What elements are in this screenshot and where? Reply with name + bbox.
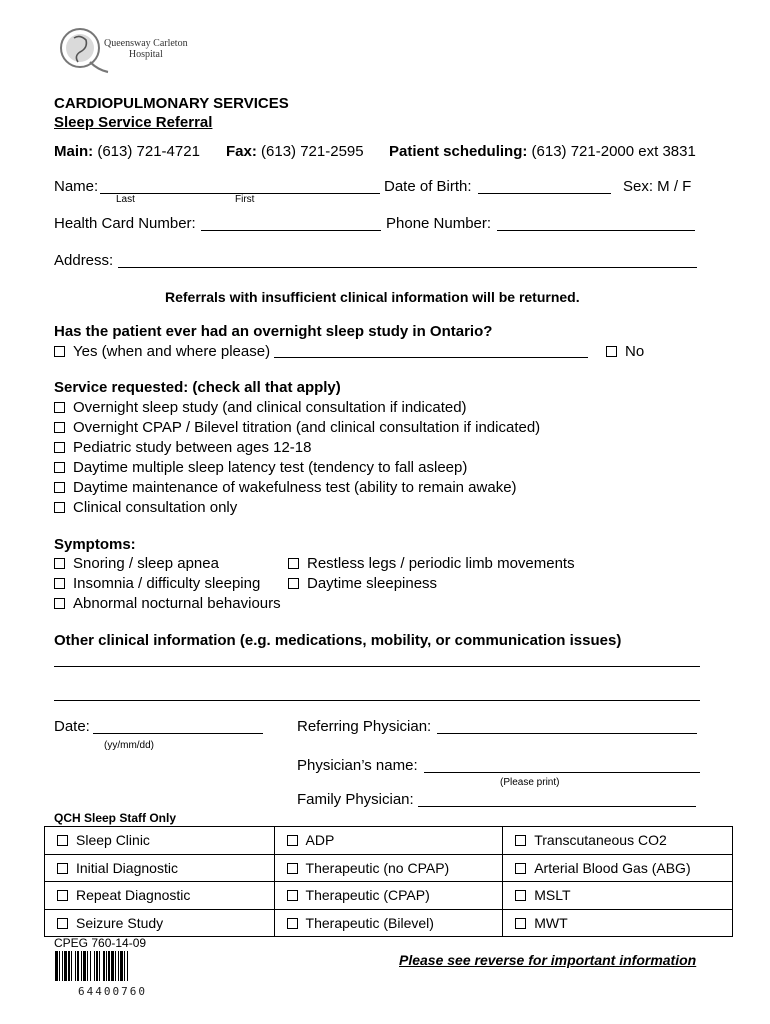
barcode-bar [62,951,63,981]
physician-name-field[interactable] [424,772,700,773]
staff-option-label: Sleep Clinic [76,832,150,849]
date-field[interactable] [93,733,263,734]
checkbox[interactable] [288,578,299,589]
staff-option-label: Repeat Diagnostic [76,887,191,904]
sex-field[interactable]: Sex: M / F [623,178,692,195]
symptom-option[interactable] [54,574,281,594]
form-code: CPEG 760-14-09 [54,936,147,950]
checkbox[interactable] [57,918,68,929]
barcode-bar [99,951,100,981]
barcode-bar [75,951,76,981]
checkbox[interactable] [515,918,526,929]
symptom-option[interactable] [54,594,281,614]
option-label: Restless legs / periodic limb movements [307,555,575,572]
staff-option[interactable] [45,882,275,910]
logo-line-2: Hospital [128,49,163,60]
staff-row [45,827,733,855]
service-option[interactable] [54,458,540,478]
date-label: Date: [54,718,90,735]
barcode-bar [59,951,60,981]
option-label: Snoring / sleep apnea [73,555,219,572]
checkbox[interactable] [54,558,65,569]
sleep-study-details-field[interactable] [274,357,588,358]
option-label: Daytime maintenance of wakefulness test (ability to remain awake) [73,479,517,496]
service-list [54,398,540,518]
family-physician-field[interactable] [418,806,696,807]
barcode-bar [68,951,70,981]
referring-physician-label: Referring Physician: [297,718,432,735]
staff-option[interactable] [45,827,275,855]
staff-row [45,854,733,882]
checkbox[interactable] [54,598,65,609]
option-label: Daytime sleepiness [307,575,438,592]
main-phone-label: Main: [54,143,94,160]
checkbox[interactable] [54,578,65,589]
staff-option-label: ADP [305,832,335,849]
barcode-bar [111,951,114,981]
checkbox[interactable] [515,835,526,846]
barcode-number: 64400760 [78,985,147,998]
service-option[interactable] [54,438,540,458]
staff-option-label: Arterial Blood Gas (ABG) [534,859,691,876]
checkbox[interactable] [57,890,68,901]
staff-option-label: Seizure Study [76,914,164,931]
staff-option-label: Transcutaneous CO2 [534,832,667,849]
address-label: Address: [54,252,114,269]
barcode-bar [106,951,107,981]
option-label: Overnight sleep study (and clinical consultation if indicated) [73,399,467,416]
symptoms-left-list [54,554,281,614]
staff-heading: QCH Sleep Staff Only [54,811,177,825]
checkbox[interactable] [54,442,65,453]
health-card-label: Health Card Number: [54,215,196,232]
symptoms-right-list [288,554,575,594]
scheduling-label: Patient scheduling: [389,143,528,160]
health-card-field[interactable] [201,230,381,231]
option-label: Insomnia / difficulty sleeping [73,575,261,592]
other-info-heading: Other clinical information (e.g. medications, mobility, or communication issues) [54,632,622,649]
logo-line-1: Queensway Carleton [104,38,188,49]
barcode-bar [77,951,79,981]
barcode-bar [94,951,95,981]
main-phone [54,143,200,160]
form-title: CARDIOPULMONARY SERVICES [54,95,289,112]
barcode-bar [96,951,98,981]
symptom-option[interactable] [288,574,575,594]
staff-option-label: Therapeutic (CPAP) [305,887,430,904]
checkbox[interactable] [57,835,68,846]
checkbox[interactable] [54,462,65,473]
staff-option[interactable] [45,909,275,937]
barcode-bar [120,951,123,981]
barcode-bar [90,951,91,981]
staff-option[interactable] [503,882,733,910]
no-checkbox[interactable] [606,346,617,357]
symptom-option[interactable] [288,554,575,574]
staff-row [45,909,733,937]
option-label: Overnight CPAP / Bilevel titration (and clinical consultation if indicated) [73,419,541,436]
logo-text [104,38,188,60]
staff-option-label: Initial Diagnostic [76,859,178,876]
dob-label: Date of Birth: [384,178,472,195]
checkbox[interactable] [54,502,65,513]
checkbox[interactable] [54,482,65,493]
staff-option[interactable] [274,909,503,937]
last-name-caption: Last [116,194,135,205]
staff-option-label: MSLT [534,887,571,904]
staff-row [45,882,733,910]
staff-option[interactable] [274,854,503,882]
service-heading: Service requested: (check all that apply) [54,379,341,396]
barcode-bar [55,951,58,981]
sleep-study-yes-option[interactable] [54,343,270,360]
option-label: Clinical consultation only [73,499,238,516]
checkbox[interactable] [57,863,68,874]
checkbox[interactable] [54,422,65,433]
address-field[interactable] [118,267,697,268]
phone-field[interactable] [497,230,695,231]
symptom-option[interactable] [54,554,281,574]
date-format-hint [104,740,154,751]
form-subtitle: Sleep Service Referral [54,114,213,131]
option-label: Pediatric study between ages 12-18 [73,439,312,456]
family-physician-label: Family Physician: [297,791,414,808]
please-print-hint: (Please print) [500,777,560,788]
barcode-bar [108,951,110,981]
staff-option-label: Therapeutic (Bilevel) [305,914,434,931]
service-option[interactable] [54,498,540,518]
fax-number [226,143,364,160]
barcode-bar [87,951,88,981]
staff-option-label: MWT [534,914,568,931]
staff-option[interactable] [503,909,733,937]
other-info-line-2[interactable] [54,700,700,701]
staff-option[interactable] [274,827,503,855]
staff-option-label: Therapeutic (no CPAP) [305,859,450,876]
name-label: Name: [54,178,99,195]
checkbox[interactable] [515,890,526,901]
barcode-bar [115,951,116,981]
staff-option[interactable] [274,882,503,910]
barcode-bar [64,951,67,981]
patient-scheduling [389,143,696,160]
checkbox[interactable] [287,835,298,846]
barcode-bar [124,951,125,981]
main-phone-value: (613) 721-4721 [97,143,200,160]
barcode-bar [127,951,128,981]
symptoms-heading: Symptoms: [54,536,136,553]
checkbox[interactable] [287,890,298,901]
yes-checkbox[interactable] [54,346,65,357]
service-option[interactable] [54,398,540,418]
date-format-text: (yy/mm/dd) [104,740,154,751]
barcode-bar [83,951,86,981]
dob-field[interactable] [478,193,611,194]
sleep-study-question: Has the patient ever had an overnight sleep study in Ontario? [54,323,493,340]
referring-physician-field[interactable] [437,733,697,734]
barcode-bar [81,951,82,981]
option-label: Abnormal nocturnal behaviours [73,595,281,612]
physician-name-label: Physician’s name: [297,757,418,774]
barcode [55,951,173,981]
scheduling-value: (613) 721-2000 ext 3831 [531,143,696,160]
checkbox[interactable] [287,918,298,929]
barcode-bar [103,951,105,981]
fax-label: Fax: [226,143,257,160]
staff-option[interactable] [45,854,275,882]
phone-label: Phone Number: [386,215,492,232]
first-name-caption: First [235,194,255,205]
no-label: No [625,343,645,360]
other-info-line-1[interactable] [54,666,700,667]
reverse-note: Please see reverse for important information [399,952,697,968]
staff-option[interactable] [503,854,733,882]
service-option[interactable] [54,418,540,438]
sleep-study-no-option[interactable] [606,343,644,360]
staff-table [44,826,733,937]
checkbox[interactable] [54,402,65,413]
yes-label: Yes (when and where please) [73,343,271,360]
checkbox[interactable] [288,558,299,569]
barcode-bar [71,951,72,981]
checkbox[interactable] [287,863,298,874]
service-option[interactable] [54,478,540,498]
option-label: Daytime multiple sleep latency test (tendency to fall asleep) [73,459,468,476]
checkbox[interactable] [515,863,526,874]
insufficient-info-notice: Referrals with insufficient clinical information will be returned. [165,289,580,305]
staff-option[interactable] [503,827,733,855]
fax-value: (613) 721-2595 [261,143,364,160]
barcode-bar [118,951,119,981]
